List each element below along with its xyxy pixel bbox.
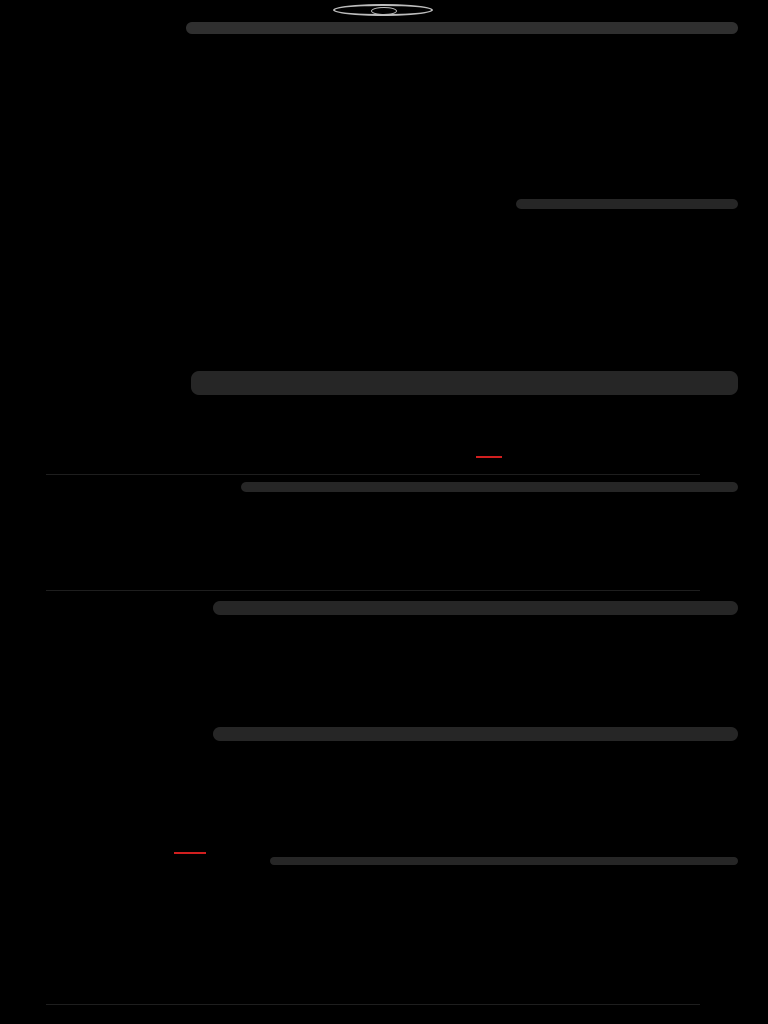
section-bar-2 [191,371,738,395]
list-item [46,165,706,173]
divider-3 [46,1004,700,1005]
list-item-text [108,274,706,282]
list-item-text [108,282,706,290]
list-item [46,359,706,367]
list-item [46,282,706,290]
list-item-number [46,157,108,165]
numbered-list-4 [46,295,706,367]
list-item-text [108,68,706,76]
list-item-number [46,282,108,290]
list-item-text [108,250,706,258]
list-item-number [46,44,108,52]
list-item [46,44,706,52]
list-item-text [108,327,706,335]
list-item [46,108,706,116]
list-item-text [108,234,706,242]
list-item-number [46,319,108,327]
list-item-number [46,108,108,116]
list-item [46,343,706,351]
list-item-text [108,76,706,84]
list-item-text [108,226,706,234]
list-item [46,125,706,133]
list-item [46,68,706,76]
list-item [46,157,706,165]
list-item [46,173,706,181]
list-item-number [46,181,108,189]
list-item-text [108,84,706,92]
section-bar-5 [213,727,738,741]
list-item [46,149,706,157]
highlight-mark-2 [174,852,206,854]
list-item-text [108,100,706,108]
list-item-number [46,226,108,234]
list-item-text [108,335,706,343]
divider-2 [46,590,700,591]
list-item-text [108,165,706,173]
list-item [46,189,706,197]
list-item-number [46,92,108,100]
section-bar-3 [241,482,738,492]
list-item [46,218,706,226]
list-item-number [46,343,108,351]
list-item-number [46,189,108,197]
list-item-text [108,181,706,189]
list-item-number [46,295,108,303]
list-item-number [46,133,108,141]
list-item [46,52,706,60]
list-item-text [108,242,706,250]
list-item-text [108,343,706,351]
list-item-text [108,189,706,197]
list-item-number [46,351,108,359]
list-item [46,141,706,149]
list-item-number [46,60,108,68]
list-item-number [46,100,108,108]
list-item [46,295,706,303]
list-item [46,226,706,234]
list-item-text [108,92,706,100]
list-item [46,133,706,141]
list-item [46,84,706,92]
list-item-number [46,311,108,319]
list-item [46,234,706,242]
list-item [46,327,706,335]
list-item [46,266,706,274]
list-item-number [46,218,108,226]
divider-1 [46,474,700,475]
list-item-text [108,133,706,141]
list-item-number [46,52,108,60]
list-item [46,274,706,282]
list-item [46,60,706,68]
section-bar-4 [213,601,738,615]
list-item-number [46,335,108,343]
highlight-mark-1 [476,456,502,458]
footer-text [290,1012,478,1020]
list-item [46,181,706,189]
list-item-number [46,76,108,84]
list-item-text [108,295,706,303]
list-item [46,351,706,359]
list-item-text [108,258,706,266]
list-item [46,303,706,311]
list-item-text [108,157,706,165]
list-item-text [108,359,706,367]
list-item-text [108,266,706,274]
numbered-list-3 [46,218,706,290]
list-item-number [46,266,108,274]
list-item-text [108,149,706,157]
list-item-text [108,303,706,311]
list-item [46,92,706,100]
list-item-number [46,250,108,258]
list-item-number [46,173,108,181]
list-item-number [46,242,108,250]
list-item [46,100,706,108]
list-item [46,258,706,266]
list-item-text [108,125,706,133]
list-item-text [108,44,706,52]
list-item-number [46,149,108,157]
list-item [46,311,706,319]
list-item-text [108,108,706,116]
list-item-number [46,68,108,76]
list-item-number [46,258,108,266]
list-item-text [108,351,706,359]
list-item-number [46,125,108,133]
list-item [46,335,706,343]
list-item-number [46,274,108,282]
list-item-number [46,141,108,149]
list-item-number [46,234,108,242]
list-item [46,76,706,84]
list-item-text [108,60,706,68]
list-item-number [46,303,108,311]
page-title [186,22,738,34]
numbered-list-1 [46,44,706,116]
list-item-text [108,311,706,319]
list-item-text [108,319,706,327]
section-bar-1 [516,199,738,209]
list-item-number [46,327,108,335]
list-item-text [108,173,706,181]
list-item-number [46,165,108,173]
numbered-list-2 [46,125,706,197]
site-logo[interactable] [333,4,433,16]
list-item-number [46,359,108,367]
list-item [46,319,706,327]
list-item-text [108,218,706,226]
list-item [46,242,706,250]
section-bar-6 [270,857,738,865]
list-item [46,250,706,258]
list-item-number [46,84,108,92]
list-item-text [108,141,706,149]
list-item-text [108,52,706,60]
